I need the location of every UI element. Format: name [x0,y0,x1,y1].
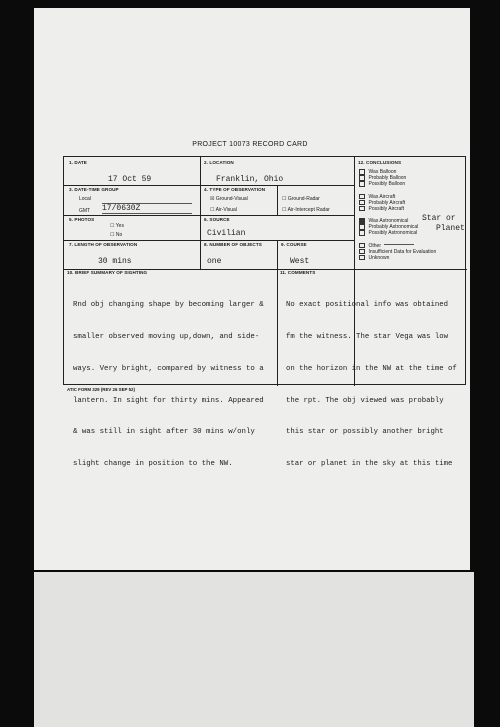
form-code: ATIC FORM 329 (REV 26 SEP 52) [67,387,135,392]
summary-line: ways. Very bright, compared by witness to a [73,364,264,373]
conclusion-item: Probably Astronomical [359,224,436,230]
document-page-lower [34,572,474,727]
checkbox-icon [359,169,365,175]
conclusion-item: Was Balloon [359,169,436,175]
summary-line: Rnd obj changing shape by becoming larger & [73,301,264,310]
conclusion-item: Other [359,243,436,249]
checkbox-icon: ☐ [210,207,215,213]
summary-text [73,279,264,491]
course-label: 9. COURSE [281,242,307,247]
checked-box-icon: ☒ [210,196,215,202]
other-line [384,244,414,245]
date-value: 17 Oct 59 [108,175,152,184]
photos-yes: ☐ Yes [110,223,124,229]
checkbox-icon [359,249,365,255]
checkbox-icon [359,230,365,236]
location-label: 2. LOCATION [204,160,234,165]
conclusion-item: Unknown [359,255,436,261]
type-air-visual: ☐ Air-Visual [210,207,237,213]
conclusion-item: Was Aircraft [359,194,436,200]
comments-line: the rpt. The obj viewed was probably [286,396,444,405]
checkbox-icon [359,243,365,249]
divider [64,240,354,241]
type-ground-visual: ☒ Ground-Visual [210,196,248,202]
divider [277,185,278,215]
num-objects-label: 8. NUMBER OF OBJECTS [204,242,262,247]
checked-box-icon [359,218,365,224]
comments-label: 11. COMMENTS [280,270,316,275]
dtg-gmt-label: GMT [79,208,91,214]
type-label: 4. TYPE OF OBSERVATION [204,187,266,192]
divider [64,215,354,216]
summary-line: & was still in sight after 30 mins w/only [73,428,255,437]
handwritten-planet: Planet [436,224,465,233]
date-label: 1. DATE [69,160,87,165]
page-title: PROJECT 10073 RECORD CARD [192,141,308,148]
divider [277,240,278,386]
conclusion-item: Probably Balloon [359,175,436,181]
num-objects-value: one [207,257,222,266]
comments-line: No exact positional info was obtained [286,301,449,310]
checkbox-icon [359,200,365,206]
comments-line: on the horizon in the NW at the time of [286,364,457,373]
summary-line: slight change in position to the NW. [73,460,233,469]
checkbox-icon: ☐ [110,223,115,229]
length-label: 7. LENGTH OF OBSERVATION [69,242,138,247]
divider [64,185,354,186]
summary-line: smaller observed moving up,down, and side- [73,332,260,341]
source-label: 6. SOURCE [204,217,230,222]
checkbox-icon [359,194,365,200]
checkbox-icon [359,206,365,212]
comments-line: star or planet in the sky at this time [286,460,453,469]
length-value: 30 mins [98,257,132,266]
checkbox-icon: ☐ [282,207,287,213]
comments-line: fm the witness. The star Vega was low [286,332,449,341]
checkbox-icon [359,181,365,187]
checkbox-icon: ☐ [282,196,287,202]
type-ground-radar: ☐ Ground-Radar [282,196,320,202]
dtg-label: 3. DATE-TIME GROUP [69,187,119,192]
type-air-intercept-radar: ☐ Air-Intercept Radar [282,207,330,213]
checkbox-icon [359,255,365,261]
photos-no: ☐ No [110,232,123,238]
course-value: West [290,257,310,266]
conclusion-item: Was Astronomical [359,218,436,224]
conclusions-label: 12. CONCLUSIONS [358,160,402,165]
checkbox-icon [359,175,365,181]
conclusion-item: Possibly Aircraft [359,206,436,212]
summary-label: 10. BRIEF SUMMARY OF SIGHTING [67,270,148,275]
conclusion-item: Possibly Astronomical [359,230,436,236]
checkbox-icon [359,224,365,230]
location-value: Franklin, Ohio [216,175,284,184]
dtg-gmt-value: 17/0630Z [102,204,141,213]
dtg-gmt-line [102,213,192,214]
source-value: Civilian [207,229,246,238]
conclusion-item: Possibly Balloon [359,181,436,187]
checkbox-icon: ☐ [110,232,115,238]
handwritten-star-or: Star or [422,214,456,223]
comments-line: this star or possibly another bright [286,428,444,437]
summary-line: lantern. In sight for thirty mins. Appeared [73,396,264,405]
dtg-local-label: Local [79,196,91,202]
conclusion-item: Probably Aircraft [359,200,436,206]
divider [200,157,201,269]
comments-text [286,279,457,491]
photos-label: 5. PHOTOS [69,217,95,222]
conclusion-item: Insufficient Data for Evaluation [359,249,436,255]
